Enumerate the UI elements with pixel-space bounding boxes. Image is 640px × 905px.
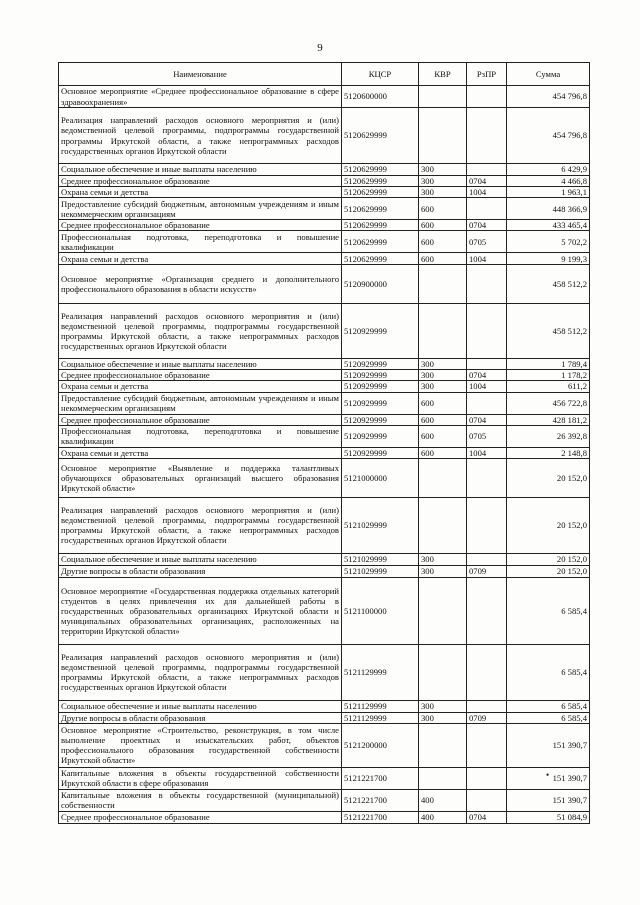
table-row [59,86,590,108]
header-rzpr: РзПР [467,63,507,86]
cell-sum: 611,2 [507,381,590,392]
cell-kcsr: 5120929999 [342,414,419,425]
cell-sum: 20 152,0 [507,553,590,565]
cell-name: Социальное обеспечение и иные выплаты населению [59,164,342,176]
cell-name: Основное мероприятие «Среднее профессиональное образование в сфере здравоохранения» [59,86,342,108]
cell-kcsr: 5120629999 [342,220,419,231]
table-row [59,108,590,164]
cell-sum: 456 722,8 [507,392,590,414]
cell-rzpr [467,359,507,370]
cell-rzpr [467,392,507,414]
header-kvr: КВР [419,63,467,86]
table-row [59,253,590,265]
cell-kcsr: 5121029999 [342,553,419,565]
cell-name: Среднее профессиональное образование [59,414,342,425]
cell-sum: 6 585,4 [507,577,590,644]
cell-kvr [419,304,467,359]
cell-kvr: 300 [419,359,467,370]
table-row [59,700,590,712]
cell-sum: 433 465,4 [507,220,590,231]
table-row [59,811,590,823]
cell-name: Основное мероприятие «Государственная поддержка отдельных категорий студентов в целях привлечения их для дальнейшей работы в государственных образовательных организациях Иркутской области и муниципальных образовательных организациях, расположенных на территории Иркутской области» [59,577,342,644]
cell-kvr [419,723,467,767]
cell-name: Основное мероприятие «Строительство, реконструкция, в том числе выполнение проектных и изыскательских работ, объектов профессионального образования государственной собственности Иркутской области» [59,723,342,767]
cell-rzpr: 1004 [467,381,507,392]
table-row [59,392,590,414]
cell-kvr: 600 [419,220,467,231]
cell-name: Основное мероприятие «Организация среднего и дополнительного профессионального образования в области искусств» [59,265,342,304]
cell-kvr: 300 [419,700,467,712]
table-row [59,231,590,253]
cell-sum: 151 390,7 [507,767,590,789]
cell-name: Социальное обеспечение и иные выплаты населению [59,359,342,370]
cell-sum: 6 429,9 [507,164,590,176]
cell-name: Профессиональная подготовка, переподготовка и повышение квалификации [59,231,342,253]
cell-rzpr [467,789,507,811]
cell-rzpr [467,198,507,220]
table-row [59,304,590,359]
table-row [59,447,590,458]
table-row [59,370,590,381]
cell-kcsr: 5120629999 [342,108,419,164]
cell-kcsr: 5121129999 [342,700,419,712]
cell-kvr [419,767,467,789]
cell-rzpr [467,458,507,497]
cell-name: Охрана семьи и детства [59,381,342,392]
header-sum: Сумма [507,63,590,86]
cell-sum: 20 152,0 [507,565,590,577]
cell-sum: 9 199,3 [507,253,590,265]
table-row [59,644,590,700]
cell-kcsr: 5120600000 [342,86,419,108]
cell-kvr [419,497,467,553]
table-row [59,425,590,447]
cell-kcsr: 5121100000 [342,577,419,644]
cell-rzpr: 0705 [467,231,507,253]
cell-rzpr: 0704 [467,414,507,425]
cell-rzpr: 1004 [467,187,507,198]
cell-name: Охрана семьи и детства [59,253,342,265]
cell-rzpr [467,700,507,712]
cell-name: Социальное обеспечение и иные выплаты населению [59,553,342,565]
cell-sum: 51 084,9 [507,811,590,823]
cell-sum: 454 796,8 [507,86,590,108]
cell-name: Охрана семьи и детства [59,447,342,458]
cell-kvr: 600 [419,198,467,220]
cell-kvr: 300 [419,187,467,198]
cell-name: Основное мероприятие «Выявление и поддержка талантливых обучающихся образовательных организаций высшего образования Иркутской области» [59,458,342,497]
cell-name: Среднее профессиональное образование [59,370,342,381]
cell-rzpr: 0704 [467,811,507,823]
cell-kcsr: 5120929999 [342,447,419,458]
cell-kvr: 600 [419,425,467,447]
cell-sum: 458 512,2 [507,304,590,359]
cell-kvr [419,458,467,497]
cell-sum: 26 392,8 [507,425,590,447]
table-row [59,164,590,176]
cell-rzpr [467,86,507,108]
cell-rzpr [467,644,507,700]
cell-sum: 428 181,2 [507,414,590,425]
cell-kvr: 600 [419,414,467,425]
cell-kvr: 400 [419,811,467,823]
cell-kcsr: 5120629999 [342,176,419,187]
cell-rzpr [467,108,507,164]
cell-name: Капитальные вложения в объекты государственной (муниципальной) собственности [59,789,342,811]
cell-kcsr: 5121200000 [342,723,419,767]
table-row [59,414,590,425]
page-number: 9 [317,42,323,54]
cell-name: Реализация направлений расходов основного мероприятия и (или) ведомственной целевой программы, подпрограммы государственной программы Иркутской области, а также непрограммных расходов государственных органов Иркутской области [59,304,342,359]
table-row [59,553,590,565]
cell-sum: 20 152,0 [507,458,590,497]
cell-kcsr: 5120929999 [342,370,419,381]
cell-kcsr: 5121000000 [342,458,419,497]
cell-name: Предоставление субсидий бюджетным, автономным учреждениям и иным некоммерческим организациям [59,392,342,414]
header-kcsr: КЦСР [342,63,419,86]
cell-rzpr: 0704 [467,370,507,381]
cell-name: Реализация направлений расходов основного мероприятия и (или) ведомственной целевой программы, подпрограммы государственной программы Иркутской области, а также непрограммных расходов государственных органов Иркутской области [59,644,342,700]
cell-rzpr: 1004 [467,447,507,458]
cell-rzpr: 0704 [467,176,507,187]
cell-kvr: 300 [419,712,467,723]
cell-name: Среднее профессиональное образование [59,220,342,231]
table-row [59,789,590,811]
cell-kvr [419,577,467,644]
cell-kvr: 600 [419,392,467,414]
cell-name: Реализация направлений расходов основного мероприятия и (или) ведомственной целевой программы, подпрограммы государственной программы Иркутской области, а также непрограммных расходов государственных органов Иркутской области [59,108,342,164]
cell-rzpr: 0704 [467,220,507,231]
cell-sum: 448 366,9 [507,198,590,220]
table-row [59,265,590,304]
cell-kvr: 600 [419,447,467,458]
table-row [59,187,590,198]
cell-kvr: 300 [419,176,467,187]
table-row [59,565,590,577]
cell-kcsr: 5120900000 [342,265,419,304]
cell-sum: 6 585,4 [507,700,590,712]
cell-kvr: 300 [419,370,467,381]
cell-rzpr [467,553,507,565]
cell-rzpr: 0709 [467,565,507,577]
table-row [59,359,590,370]
cell-name: Среднее профессиональное образование [59,176,342,187]
cell-sum: 4 466,8 [507,176,590,187]
cell-rzpr: 0705 [467,425,507,447]
cell-name: Другие вопросы в области образования [59,565,342,577]
table-row [59,220,590,231]
cell-rzpr [467,304,507,359]
cell-rzpr: 0709 [467,712,507,723]
cell-rzpr [467,497,507,553]
cell-sum: 1 178,2 [507,370,590,381]
cell-name: Капитальные вложения в объекты государственной собственности Иркутской области в сфере образования [59,767,342,789]
cell-name: Предоставление субсидий бюджетным, автономным учреждениям и иным некоммерческим организациям [59,198,342,220]
cell-kcsr: 5120929999 [342,359,419,370]
cell-kcsr: 5120929999 [342,392,419,414]
scan-mark: • [546,770,550,780]
table-row [59,458,590,497]
cell-kvr: 600 [419,253,467,265]
cell-kvr: 300 [419,381,467,392]
budget-table [58,62,590,824]
cell-kcsr: 5120629999 [342,198,419,220]
table-row [59,712,590,723]
cell-sum: 458 512,2 [507,265,590,304]
table-row [59,497,590,553]
table-row [59,723,590,767]
table-row [59,577,590,644]
table-row [59,767,590,789]
table-header-row [59,63,590,86]
cell-sum: 454 796,8 [507,108,590,164]
cell-rzpr [467,577,507,644]
cell-kvr [419,644,467,700]
cell-kvr: 300 [419,565,467,577]
cell-kcsr: 5121221700 [342,811,419,823]
cell-kvr [419,108,467,164]
cell-name: Социальное обеспечение и иные выплаты населению [59,700,342,712]
cell-sum: 6 585,4 [507,712,590,723]
cell-kcsr: 5120629999 [342,187,419,198]
cell-kvr: 300 [419,553,467,565]
cell-kcsr: 5121221700 [342,789,419,811]
cell-kcsr: 5120629999 [342,253,419,265]
cell-name: Среднее профессиональное образование [59,811,342,823]
cell-kcsr: 5120929999 [342,425,419,447]
cell-kcsr: 5121129999 [342,644,419,700]
cell-name: Охрана семьи и детства [59,187,342,198]
cell-rzpr: 1004 [467,253,507,265]
cell-kcsr: 5121029999 [342,497,419,553]
cell-sum: 1 789,4 [507,359,590,370]
cell-sum: 5 702,2 [507,231,590,253]
cell-name: Профессиональная подготовка, переподготовка и повышение квалификации [59,425,342,447]
cell-sum: 151 390,7 [507,789,590,811]
cell-rzpr [467,723,507,767]
cell-kcsr: 5121221700 [342,767,419,789]
cell-rzpr [467,767,507,789]
cell-kcsr: 5120929999 [342,381,419,392]
cell-rzpr [467,265,507,304]
cell-kvr: 600 [419,231,467,253]
cell-kcsr: 5120929999 [342,304,419,359]
header-name: Наименование [59,63,342,86]
table-row [59,381,590,392]
cell-kcsr: 5121129999 [342,712,419,723]
cell-kcsr: 5121029999 [342,565,419,577]
cell-name: Реализация направлений расходов основного мероприятия и (или) ведомственной целевой программы, подпрограммы государственной программы Иркутской области, а также непрограммных расходов государственных органов Иркутской области [59,497,342,553]
cell-kvr [419,86,467,108]
cell-kvr: 400 [419,789,467,811]
cell-sum: 1 963,1 [507,187,590,198]
table-row [59,198,590,220]
cell-rzpr [467,164,507,176]
table-row [59,176,590,187]
cell-sum: 6 585,4 [507,644,590,700]
cell-sum: 20 152,0 [507,497,590,553]
cell-sum: 151 390,7 [507,723,590,767]
cell-kcsr: 5120629999 [342,231,419,253]
cell-kcsr: 5120629999 [342,164,419,176]
cell-name: Другие вопросы в области образования [59,712,342,723]
cell-kvr [419,265,467,304]
cell-kvr: 300 [419,164,467,176]
cell-sum: 2 148,8 [507,447,590,458]
